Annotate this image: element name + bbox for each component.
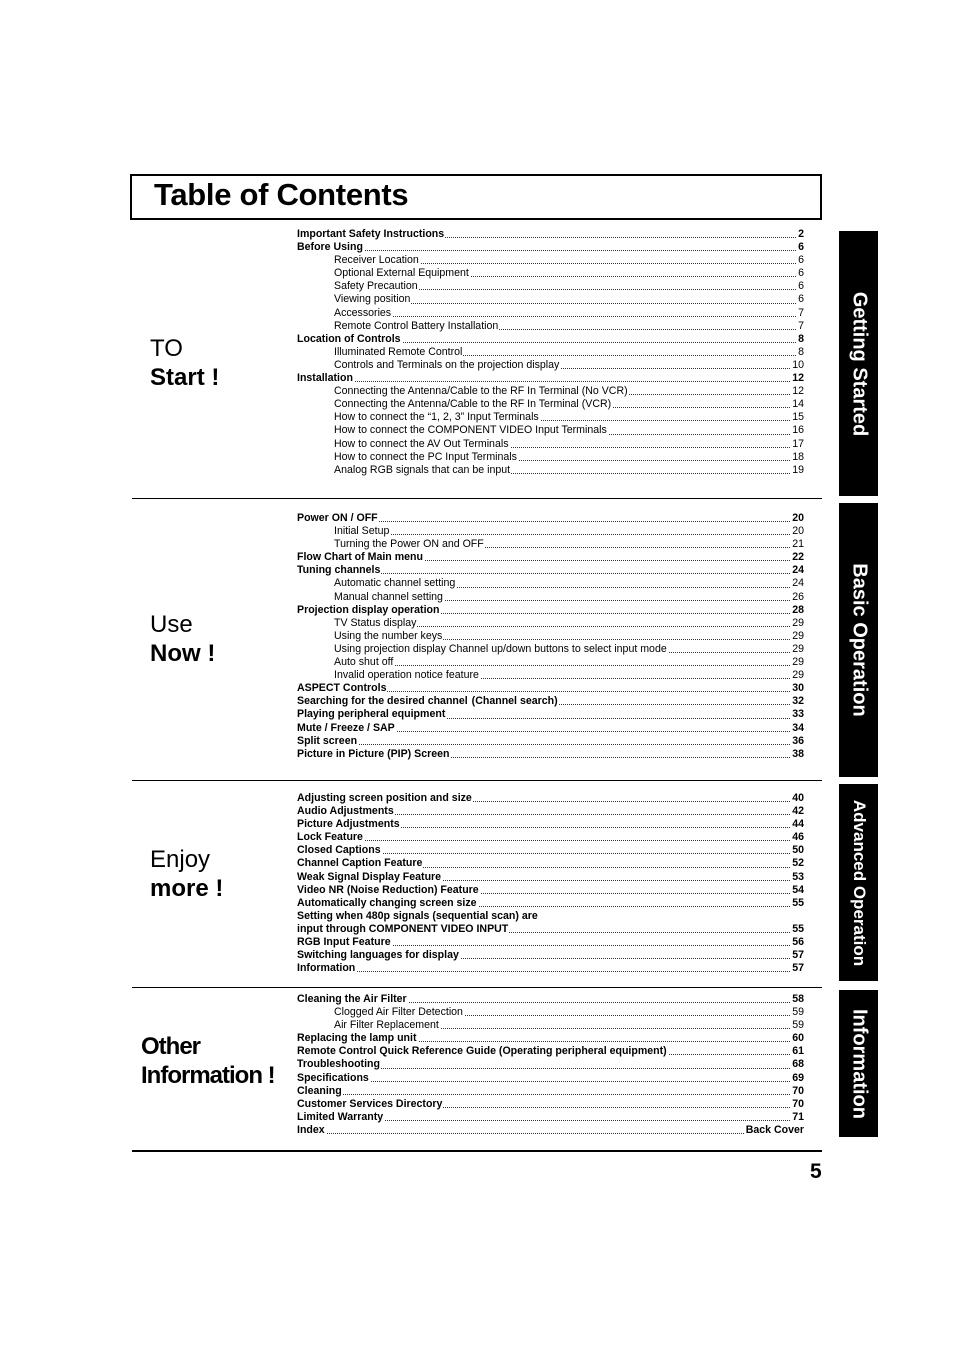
toc-list-advanced-operation [297, 792, 804, 975]
section-label-enjoy [150, 845, 223, 903]
toc-entry[interactable] [297, 669, 804, 682]
toc-entry[interactable] [297, 936, 804, 949]
toc-entry-page: 59 [792, 1006, 804, 1019]
section-label-line2: Start ! [150, 364, 220, 391]
section-divider [132, 987, 822, 988]
toc-entry[interactable] [297, 949, 804, 962]
toc-entry[interactable] [297, 722, 804, 735]
toc-entry[interactable] [297, 805, 804, 818]
toc-entry-page: 19 [792, 463, 804, 476]
toc-entry-title: Using projection display Channel up/down buttons to select input mode [334, 642, 667, 655]
side-tab-label: Basic Operation [848, 563, 870, 717]
toc-entry-page: 24 [792, 564, 804, 577]
toc-entry-page: 6 [798, 280, 804, 293]
toc-entry[interactable] [297, 1085, 804, 1098]
toc-entry[interactable] [297, 254, 804, 267]
toc-entry-page: 52 [792, 857, 804, 870]
toc-entry[interactable] [297, 411, 804, 424]
toc-entry-page: 53 [792, 870, 804, 883]
toc-entry[interactable] [297, 591, 804, 604]
toc-entry-title: Tuning channels [297, 564, 381, 577]
toc-entry-title: Specifications [297, 1071, 369, 1084]
toc-entry-page: 42 [792, 805, 804, 818]
toc-entry[interactable] [297, 831, 804, 844]
side-tab-label: Getting Started [848, 291, 870, 436]
toc-entry-title: RGB Input Feature [297, 936, 391, 949]
toc-entry-page: 34 [792, 721, 804, 734]
toc-entry-page: 68 [792, 1058, 804, 1071]
toc-entry-page: 8 [798, 332, 804, 345]
toc-entry-page: 6 [798, 254, 804, 267]
section-label-line2: Now ! [150, 640, 216, 667]
leader-dots [334, 316, 804, 317]
toc-entry-page: 46 [792, 831, 804, 844]
toc-entry-title: Air Filter Replacement [334, 1019, 439, 1032]
toc-entry-title: Picture Adjustments [297, 818, 400, 831]
toc-entry[interactable] [297, 871, 804, 884]
toc-entry[interactable] [297, 438, 804, 451]
toc-entry-title: Viewing position [334, 293, 411, 306]
toc-entry-page: 44 [792, 818, 804, 831]
toc-entry-page: 14 [792, 398, 804, 411]
toc-entry[interactable] [297, 1032, 804, 1045]
toc-entry[interactable] [297, 398, 804, 411]
toc-entry-title: Playing peripheral equipment [297, 708, 446, 721]
toc-entry-title: Safety Precaution [334, 280, 418, 293]
toc-list-getting-started [297, 228, 804, 477]
toc-entry-title: Invalid operation notice feature [334, 669, 479, 682]
toc-entry-page: 40 [792, 792, 804, 804]
toc-entry-title: Switching languages for display [297, 949, 459, 962]
toc-entry[interactable] [297, 993, 804, 1006]
toc-entry[interactable] [297, 1019, 804, 1032]
toc-entry-page: 12 [792, 372, 804, 385]
toc-entry[interactable] [297, 682, 804, 695]
toc-entry[interactable] [297, 1111, 804, 1124]
section-divider [132, 498, 822, 499]
toc-entry[interactable] [297, 604, 804, 617]
toc-entry-title: Setting when 480p signals (sequential scan) are [297, 909, 538, 922]
toc-entry-page: 60 [792, 1032, 804, 1045]
leader-dots [297, 840, 804, 841]
toc-entry[interactable] [297, 267, 804, 280]
toc-entry-title: Before Using [297, 241, 363, 254]
toc-entry[interactable] [297, 307, 804, 320]
toc-entry[interactable] [297, 241, 804, 254]
side-tab-label: Advanced Operation [849, 799, 869, 966]
toc-entry[interactable] [297, 512, 804, 525]
toc-entry[interactable] [297, 656, 804, 669]
title-box [130, 174, 822, 220]
toc-entry-title: Turning the Power ON and OFF [334, 538, 484, 551]
toc-entry-title: Automatically changing screen size [297, 896, 477, 909]
page-number: 5 [810, 1160, 822, 1183]
toc-entry[interactable] [297, 962, 804, 975]
toc-entry-title: Manual channel setting [334, 590, 443, 603]
toc-entry-title: Replacing the lamp unit [297, 1032, 417, 1045]
toc-entry-title: Installation [297, 372, 353, 385]
toc-entry[interactable] [297, 708, 804, 721]
section-label-other [141, 1032, 275, 1090]
toc-entry-title: Receiver Location [334, 254, 419, 267]
toc-entry[interactable] [297, 333, 804, 346]
toc-entry-note: (Channel search) [468, 695, 558, 708]
toc-entry[interactable] [297, 372, 804, 385]
toc-entry-page: 7 [798, 319, 804, 332]
toc-entry-title: Initial Setup [334, 525, 390, 538]
toc-entry-title: Flow Chart of Main menu [297, 551, 423, 564]
toc-entry-page: 6 [798, 293, 804, 306]
toc-entry-title: Projection display operation [297, 603, 440, 616]
toc-entry-title: Important Safety Instructions [297, 228, 445, 240]
toc-entry[interactable] [297, 1098, 804, 1111]
toc-entry-page: 7 [798, 306, 804, 319]
toc-entry[interactable] [297, 577, 804, 590]
toc-entry[interactable] [297, 857, 804, 870]
toc-entry-title: Video NR (Noise Reduction) Feature [297, 883, 479, 896]
toc-entry-title: Picture in Picture (PIP) Screen [297, 747, 450, 760]
toc-entry-title: ASPECT Controls [297, 682, 387, 695]
toc-entry-title: Analog RGB signals that can be input [334, 463, 511, 476]
bottom-rule [132, 1150, 822, 1152]
toc-entry-title: Limited Warranty [297, 1110, 384, 1123]
toc-entry-title: Troubleshooting [297, 1058, 380, 1071]
toc-entry[interactable] [297, 385, 804, 398]
toc-entry-page: 29 [792, 656, 804, 669]
toc-entry-page: 17 [792, 437, 804, 450]
toc-entry-page: 71 [792, 1110, 804, 1123]
toc-entry[interactable] [297, 451, 804, 464]
toc-entry-title: Optional External Equipment [334, 267, 469, 280]
toc-entry-page: 57 [792, 962, 804, 975]
toc-entry-page: 29 [792, 629, 804, 642]
toc-entry-page: 59 [792, 1019, 804, 1032]
toc-entry[interactable] [297, 1006, 804, 1019]
leader-dots [334, 665, 804, 666]
toc-entry-title: Power ON / OFF [297, 512, 378, 524]
toc-entry-page: 54 [792, 883, 804, 896]
toc-entry[interactable] [297, 735, 804, 748]
toc-entry-page: 20 [792, 525, 804, 538]
toc-entry-title: Controls and Terminals on the projection display [334, 358, 560, 371]
toc-entry-title: Remote Control Quick Reference Guide (Operating peripheral equipment) [297, 1045, 667, 1058]
toc-entry-page: 24 [792, 577, 804, 590]
toc-entry-title: Channel Caption Feature [297, 857, 423, 870]
toc-entry[interactable] [297, 346, 804, 359]
toc-entry-page: 18 [792, 450, 804, 463]
toc-entry-page: 57 [792, 949, 804, 962]
toc-entry[interactable] [297, 1072, 804, 1085]
toc-entry-page: 55 [792, 896, 804, 909]
side-tab-basic-operation[interactable] [839, 503, 878, 777]
toc-entry[interactable] [297, 538, 804, 551]
section-label-start [150, 334, 219, 392]
section-divider [132, 780, 822, 781]
leader-dots [297, 1081, 804, 1082]
toc-entry-page: 36 [792, 734, 804, 747]
leader-dots [297, 744, 804, 745]
toc-entry[interactable] [297, 280, 804, 293]
section-label-line1: Enjoy [150, 846, 211, 873]
side-tab-getting-started[interactable] [839, 231, 878, 496]
page-title: Table of Contents [154, 177, 409, 212]
toc-entry-page: 16 [792, 424, 804, 437]
toc-entry[interactable] [297, 630, 804, 643]
toc-entry-page: Back Cover [745, 1123, 804, 1136]
toc-entry-title: Adjusting screen position and size [297, 792, 472, 804]
section-label-use [150, 610, 215, 668]
toc-entry-page: 8 [798, 345, 804, 358]
toc-entry-page: 26 [792, 590, 804, 603]
toc-entry-page: 6 [798, 241, 804, 254]
leader-dots [297, 1133, 804, 1134]
toc-entry-title: Remote Control Battery Installation [334, 319, 499, 332]
toc-entry-title: Index [297, 1123, 325, 1136]
toc-entry-title: Closed Captions [297, 844, 381, 857]
leader-dots [297, 250, 804, 251]
toc-entry-page: 6 [798, 267, 804, 280]
toc-entry[interactable] [297, 617, 804, 630]
toc-entry[interactable] [297, 1124, 804, 1137]
toc-entry-title: Automatic channel setting [334, 577, 456, 590]
toc-entry-title: Customer Services Directory [297, 1097, 443, 1110]
toc-entry-page: 20 [792, 512, 804, 524]
toc-entry-page: 29 [792, 669, 804, 682]
toc-entry-title: Information [297, 962, 356, 975]
toc-entry-page: 29 [792, 616, 804, 629]
toc-entry-page: 70 [792, 1097, 804, 1110]
toc-entry-title: Clogged Air Filter Detection [334, 1006, 463, 1019]
toc-entry-page: 10 [792, 358, 804, 371]
side-tab-label: Information [848, 1008, 870, 1119]
toc-entry[interactable] [297, 464, 804, 477]
toc-entry-page: 61 [792, 1045, 804, 1058]
toc-entry-title: How to connect the COMPONENT VIDEO Input Terminals [334, 424, 607, 437]
toc-entry[interactable] [297, 844, 804, 857]
toc-entry-title: Searching for the desired channel [297, 695, 468, 708]
toc-entry[interactable] [297, 792, 804, 805]
toc-entry-title: Cleaning [297, 1084, 342, 1097]
toc-entry[interactable] [297, 551, 804, 564]
toc-entry-page: 2 [798, 228, 804, 240]
leader-dots [297, 1094, 804, 1095]
toc-entry-page: 69 [792, 1071, 804, 1084]
section-label-line1: TO [150, 335, 183, 362]
toc-entry[interactable] [297, 1045, 804, 1058]
toc-entry-title: Connecting the Antenna/Cable to the RF In Terminal (VCR) [334, 398, 612, 411]
toc-entry-title: Location of Controls [297, 332, 401, 345]
toc-entry[interactable] [297, 695, 804, 708]
toc-entry-title: How to connect the “1, 2, 3” Input Terminals [334, 411, 539, 424]
toc-entry-page: 32 [792, 695, 804, 708]
toc-entry-title: Audio Adjustments [297, 805, 394, 818]
toc-entry[interactable] [297, 293, 804, 306]
toc-list-information [297, 993, 804, 1137]
toc-entry[interactable] [297, 910, 804, 923]
section-label-line1: Use [150, 611, 193, 638]
toc-entry-page: 55 [792, 922, 804, 935]
toc-entry-page: 38 [792, 747, 804, 760]
toc-entry-page: 30 [792, 682, 804, 695]
toc-entry[interactable] [297, 923, 804, 936]
leader-dots [297, 971, 804, 972]
toc-entry[interactable] [297, 1058, 804, 1071]
section-label-line2: Information ! [141, 1062, 275, 1089]
toc-entry-title: How to connect the AV Out Terminals [334, 437, 509, 450]
toc-entry-page: 29 [792, 642, 804, 655]
toc-entry-title: Connecting the Antenna/Cable to the RF In Terminal (No VCR) [334, 385, 628, 398]
toc-entry-title: Split screen [297, 734, 358, 747]
toc-entry[interactable] [297, 424, 804, 437]
leader-dots [297, 381, 804, 382]
toc-entry-title: Using the number keys [334, 629, 443, 642]
toc-entry[interactable] [297, 228, 804, 241]
toc-entry[interactable] [297, 818, 804, 831]
toc-entry[interactable] [297, 525, 804, 538]
toc-entry-page: 33 [792, 708, 804, 721]
toc-entry-page: 56 [792, 936, 804, 949]
toc-entry-page: 28 [792, 603, 804, 616]
toc-entry-page: 50 [792, 844, 804, 857]
toc-entry[interactable] [297, 564, 804, 577]
toc-entry-page: 12 [792, 385, 804, 398]
toc-entry-title: Lock Feature [297, 831, 363, 844]
section-label-line1: Other [141, 1033, 201, 1060]
side-tab-information[interactable] [839, 990, 878, 1137]
toc-entry-page: 15 [792, 411, 804, 424]
toc-entry-title: How to connect the PC Input Terminals [334, 450, 517, 463]
toc-list-basic-operation [297, 512, 804, 761]
section-label-line2: more ! [150, 875, 224, 902]
toc-entry[interactable] [297, 748, 804, 761]
toc-entry[interactable] [297, 320, 804, 333]
toc-entry[interactable] [297, 897, 804, 910]
toc-entry-title: Cleaning the Air Filter [297, 993, 407, 1005]
toc-entry[interactable] [297, 359, 804, 372]
side-tab-advanced-operation[interactable] [839, 784, 878, 981]
toc-entry-page: 22 [792, 551, 804, 564]
toc-entry-title: Illuminated Remote Control [334, 345, 463, 358]
toc-entry-title: TV Status display [334, 616, 417, 629]
toc-entry-title: Mute / Freeze / SAP [297, 721, 395, 734]
toc-entry-title: input through COMPONENT VIDEO INPUT [297, 922, 509, 935]
toc-entry-title: Accessories [334, 306, 392, 319]
leader-dots [334, 534, 804, 535]
toc-entry-page: 58 [792, 993, 804, 1005]
toc-entry-title: Weak Signal Display Feature [297, 870, 442, 883]
toc-entry[interactable] [297, 884, 804, 897]
toc-entry[interactable] [297, 643, 804, 656]
toc-entry-page: 70 [792, 1084, 804, 1097]
toc-entry-page: 21 [792, 538, 804, 551]
toc-entry-title: Auto shut off [334, 656, 394, 669]
